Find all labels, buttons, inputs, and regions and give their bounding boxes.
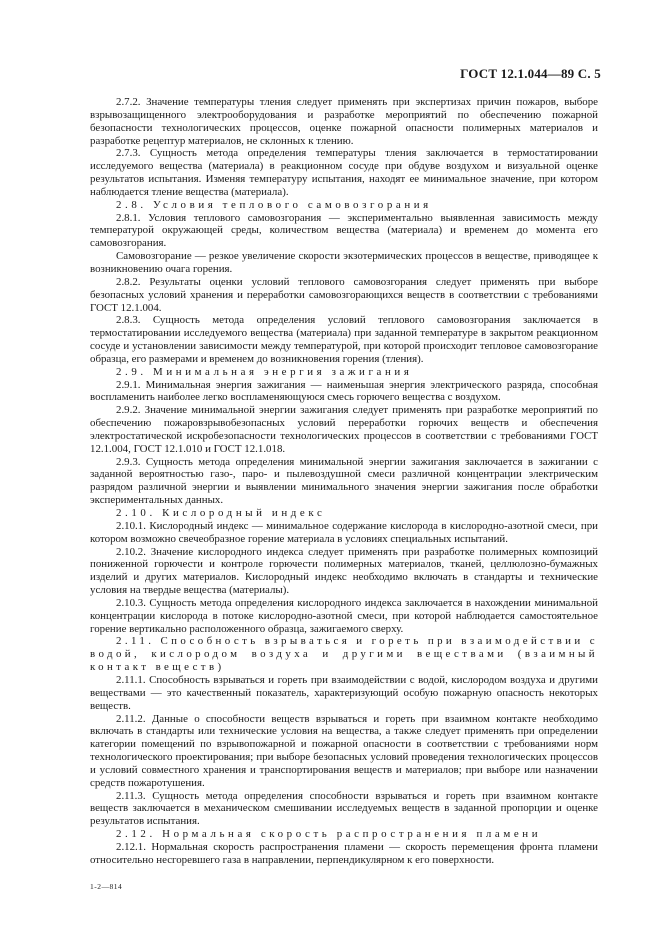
paragraph-2-10-1: 2.10.1. Кислородный индекс — минимальное содержание кислорода в кислородно-азотной смеси, при котором возможно свечеобразное горение материала в условиях специальных испытаний.: [90, 519, 598, 545]
paragraph-2-9-2: 2.9.2. Значение минимальной энергии зажигания следует применять при разработке мероприятий по обеспечению пожаровзрывобезопасных условий переработки горючих веществ и обеспечения электростатической искробезопасности технологических процессов в соответствии с требованиями ГОСТ 12.1.004, ГОСТ 12.1.010 и ГОСТ 12.1.018.: [90, 404, 598, 455]
paragraph-2-10-2: 2.10.2. Значение кислородного индекса следует применять при разработке полимерных композиций пониженной горючести и контроле горючести полимерных материалов, тканей, целлюлозно-бумажных изделий и других материалов. Кислородный индекс необходимо включать в стандарты и технические условия на твердые вещества (материалы).: [90, 545, 598, 597]
section-heading-2-9: 2.9. Минимальная энергия зажигания: [116, 365, 413, 378]
paragraph-2-11-2: 2.11.2. Данные о способности веществ взрываться и гореть при взаимном контакте необходимо включать в стандарты или технические условия на вещества, а также следует применять при определении категории помещений по взрывопожарной и пожарной опасности в соответствии с требованиями норм технологического проектирования; при выборе безопасных условий проведения технологических процессов и условий совместного хранения и транспортирования веществ и материалов; при выборе или назначении средств пожаротушения.: [90, 712, 598, 789]
paragraph-2-11-1: 2.11.1. Способность взрываться и гореть при взаимодействии с водой, кислородом воздуха и другими веществами — это качественный показатель, характеризующий особую пожарную опасность некоторых веществ.: [90, 673, 598, 712]
paragraph-2-11-3: 2.11.3. Сущность метода определения способности взрываться и гореть при взаимном контакте веществ заключается в механическом смешивании исследуемых веществ в заданной пропорции и оценке результатов испытания.: [90, 789, 598, 828]
paragraph-2-9-3: 2.9.3. Сущность метода определения минимальной энергии зажигания заключается в зажигании с заданной вероятностью газо-, паро- и пылевоздушной смеси различной концентрации электрическим разрядом различной энергии и выявлении минимального значения энергии зажигания после обработки экспериментальных данных.: [90, 455, 598, 507]
paragraph-2-8-2: 2.8.2. Результаты оценки условий теплового самовозгорания следует применять при выборе безопасных условий хранения и переработки самовозгорающихся веществ в соответствии с требованиями ГОСТ 12.1.004.: [90, 275, 598, 314]
paragraph-2-9-1: 2.9.1. Минимальная энергия зажигания — наименьшая энергия электрического разряда, способная воспламенить наиболее легко воспламеняющуюся смесь горючего вещества с воздухом.: [90, 378, 598, 404]
section-heading-2-11: 2.11. Способность взрываться и гореть при взаимодействии с водой, кислородом воздуха и другими веществами (взаимный контакт веществ): [90, 635, 598, 674]
section-heading-2-10: 2.10. Кислородный индекс: [116, 507, 326, 519]
section-heading-2-8: 2.8. Условия теплового самовозгорания: [116, 198, 432, 211]
page-header: ГОСТ 12.1.044—89 С. 5: [460, 66, 601, 81]
paragraph-2-8-3: 2.8.3. Сущность метода определения условий теплового самовозгорания заключается в термостатировании исследуемого вещества (материала) при заданной температуре в закрытом реакционном сосуде и установлении зависимости между температурой, при которой происходит тепловое самовозгорание образца, его размерами и временем до возникновения горения (тления).: [90, 314, 598, 365]
section-heading-2-12: 2.12. Нормальная скорость распространения пламени: [116, 828, 542, 841]
paragraph-2-7-3: 2.7.3. Сущность метода определения температуры тления заключается в термостатировании исследуемого вещества (материала) в реакционном сосуде при обдуве воздухом и визуальной оценке результатов испытания. Изменяя температуру испытания, находят ее минимальное значение, при котором наблюдается тление вещества (материала).: [90, 147, 598, 198]
paragraph-2-7-2: 2.7.2. Значение температуры тления следует применять при экспертизах причин пожаров, выборе взрывозащищенного электрооборудования и разработке мероприятий по обеспечению пожарной безопасности технологических процессов, оценке пожарной опасности полимерных материалов и разработке рецептур материалов, не склонных к тлению.: [90, 96, 598, 147]
document-body: [90, 96, 598, 867]
paragraph-self-ignition-definition: Самовозгорание — резкое увеличение скорости экзотермических процессов в веществе, приводящее к возникновению очага горения.: [90, 250, 598, 275]
page-footer-code: 1-2—814: [90, 882, 123, 891]
paragraph-2-8-1: 2.8.1. Условия теплового самовозгорания — экспериментально выявленная зависимость между температурой окружающей среды, количеством вещества (материала) и временем до момента его самовозгорания.: [90, 211, 598, 250]
paragraph-2-10-3: 2.10.3. Сущность метода определения кислородного индекса заключается в нахождении минимальной концентрации кислорода в потоке кислородно-азотной смеси, при которой наблюдается самостоятельное горение вертикально расположенного образца, зажигаемого сверху.: [90, 596, 598, 635]
paragraph-2-12-1: 2.12.1. Нормальная скорость распространения пламени — скорость перемещения фронта пламени относительно несгоревшего газа в направлении, перпендикулярном к его поверхности.: [90, 840, 598, 866]
